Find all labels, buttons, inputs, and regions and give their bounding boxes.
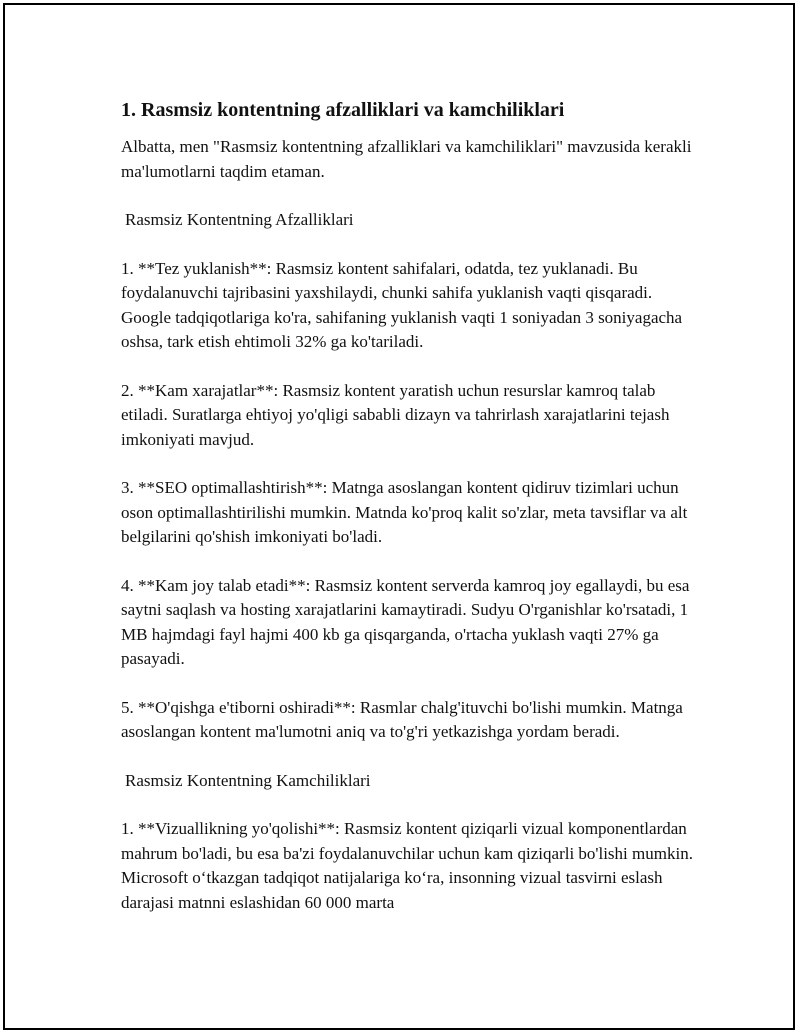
list-item: 4. **Kam joy talab etadi**: Rasmsiz kontent serverda kamroq joy egallaydi, bu esa saytni saqlash va hosting xarajatlarini kamaytiradi. Sudyu O'rganishlar ko'rsatadi, 1 MB hajmdagi fayl hajmi 400 kb ga qisqarganda, o'rtacha yuklash vaqti 27% ga pasayadi. (121, 575, 690, 668)
list-item: 2. **Kam xarajatlar**: Rasmsiz kontent yaratish uchun resurslar kamroq talab etiladi. Suratlarga ehtiyoj yo'qligi sababli dizayn va tahrirlash xarajatlarini tejash imkoniyati mavjud. (121, 380, 670, 449)
list-item: 3. **SEO optimallashtirish**: Matnga asoslangan kontent qidiruv tizimlari uchun oson optimallashtirilishi mumkin. Matnda ko'proq kalit so'zlar, meta tavsiflar va alt belgilarini qo'shish imkoniyati bo'ladi. (121, 478, 688, 546)
section-heading: Rasmsiz Kontentning Kamchiliklari (125, 770, 371, 790)
list-item: 1. **Tez yuklanish**: Rasmsiz kontent sahifalari, odatda, tez yuklanadi. Bu foydalanuvchi tajribasini yaxshilaydi, chunki sahifa yuklanish vaqti qisqaradi. Google tadqiqotlariga ko'ra, sahifaning yuklanish vaqti 1 soniyadan 3 soniyagacha oshsa, tark etish ehtimoli 32% ga ko'tariladi. (121, 258, 683, 351)
section-disadvantages (121, 769, 701, 916)
section-heading: Rasmsiz Kontentning Afzalliklari (125, 210, 354, 229)
intro-paragraph: Albatta, men "Rasmsiz kontentning afzalliklari va kamchiliklari" mavzusida kerakli ma'lumotlarni taqdim etaman. (121, 137, 692, 181)
document-title: 1. Rasmsiz kontentning afzalliklari va kamchiliklari (121, 99, 565, 121)
document-page (3, 3, 795, 1030)
document-body (121, 97, 701, 915)
list-item: 1. **Vizuallikning yo'qolishi**: Rasmsiz kontent qiziqarli vizual komponentlardan mahrum bo'ladi, bu esa ba'zi foydalanuvchilar uchun kam qiziqarli bo'lishi mumkin. Microsoft o‘tkazgan tadqiqot natijalariga ko‘ra, insonning vizual tasvirni eslash darajasi matnni eslashidan 60 000 marta (121, 819, 693, 912)
section-advantages (121, 208, 701, 745)
list-item: 5. **O'qishga e'tiborni oshiradi**: Rasmlar chalg'ituvchi bo'lishi mumkin. Matnga asoslangan kontent ma'lumotni aniq va to'g'ri yetkazishga yordam beradi. (121, 697, 683, 741)
